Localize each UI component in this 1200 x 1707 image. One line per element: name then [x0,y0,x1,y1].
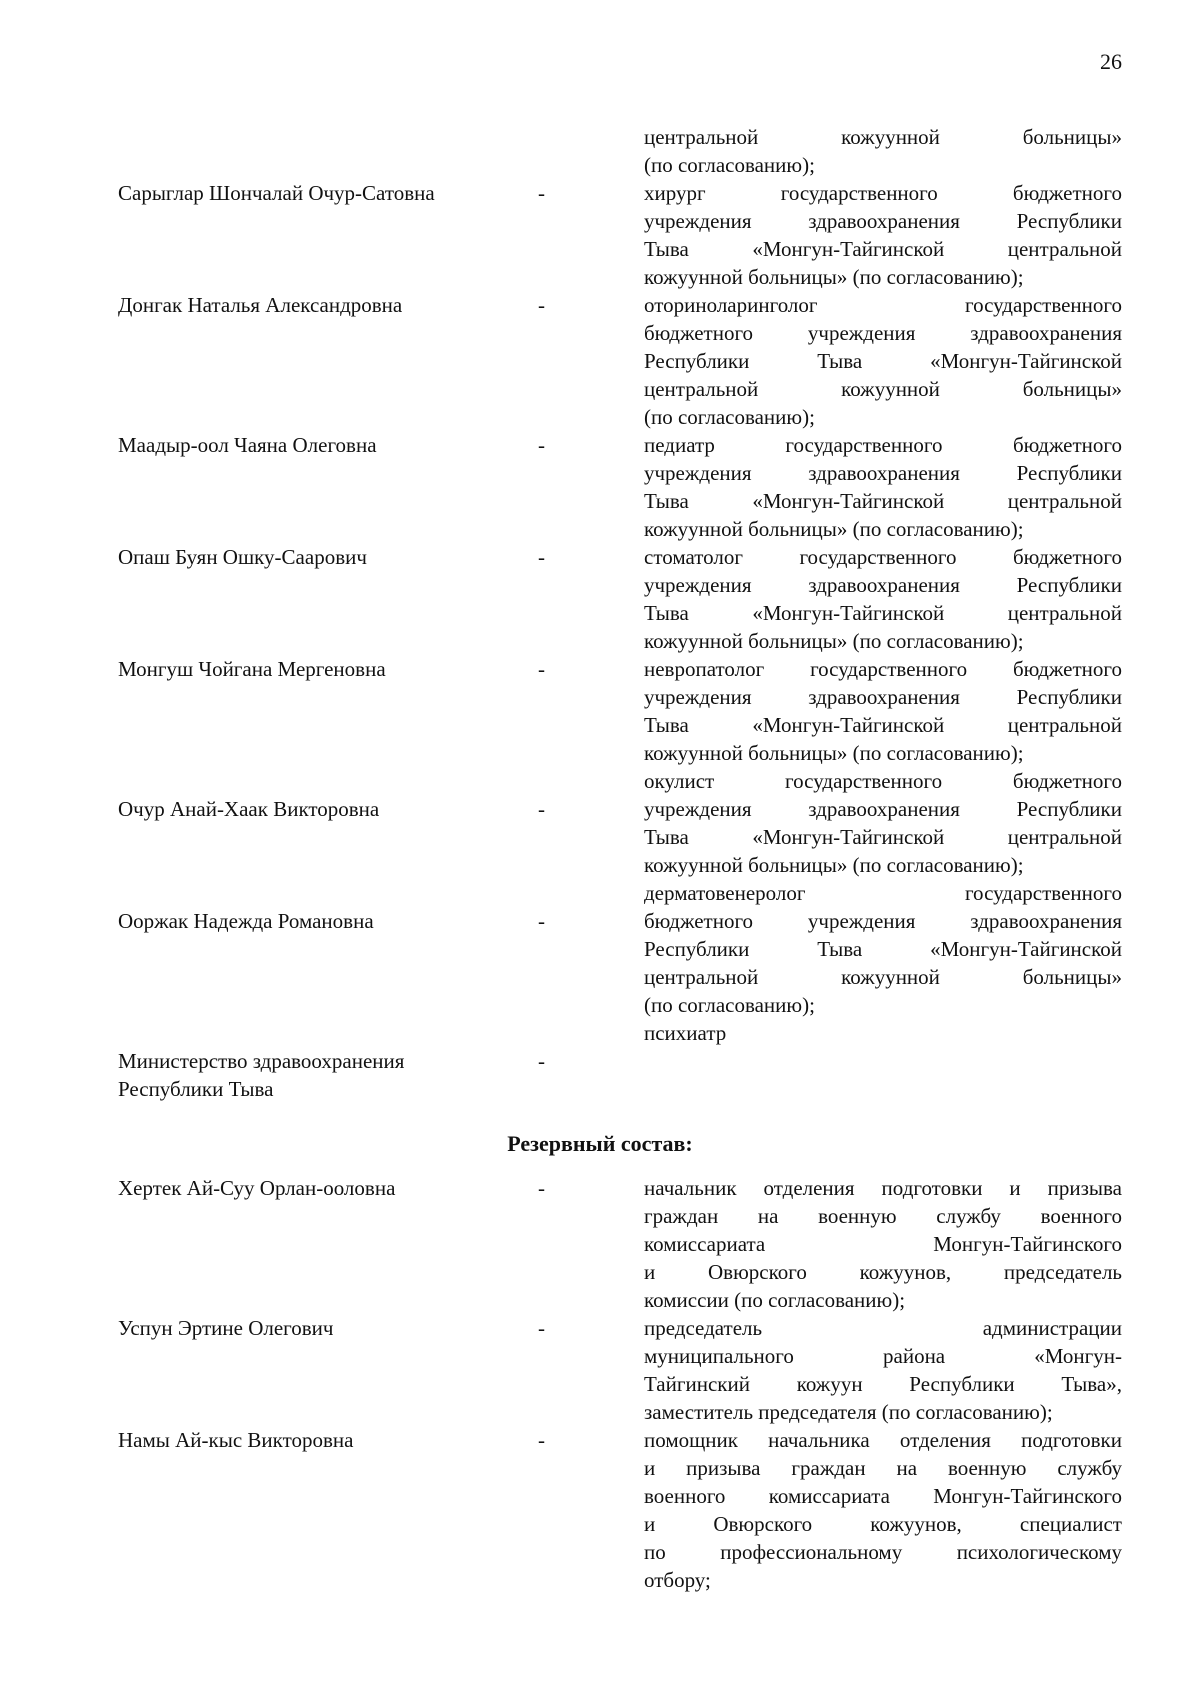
member-description [644,879,1122,1019]
reserve-member-name: Намы Ай-кыс Викторовна [118,1428,354,1452]
description-line: и призыва граждан на военную службу [644,1456,1122,1480]
member-name: Очур Анай-Хаак Викторовна [118,797,380,821]
reserve-section-title: Резервный состав: [507,1131,693,1156]
description-line: Тайгинский кожуун Республики Тыва», [644,1372,1122,1396]
description-line: комиссариата Монгун-Тайгинского [644,1232,1122,1256]
member-dash: - [538,293,545,317]
description-line: и Овюрского кожуунов, председатель [644,1260,1122,1284]
member-name: Сарыглар Шончалай Очур-Сатовна [118,181,435,205]
description-line: кожуунной больницы» (по согласованию); [644,853,1024,877]
description-line: (по согласованию); [644,153,815,177]
member-description [644,179,1122,291]
description-line: муниципального района «Монгун- [644,1344,1122,1368]
description-line: военного комиссариата Монгун-Тайгинского [644,1484,1122,1508]
description-line: центральной кожуунной больницы» [644,125,1122,149]
member-name-line: Министерство здравоохранения [118,1049,405,1073]
member-description [644,1019,1122,1047]
description-line: Тыва «Монгун-Тайгинской центральной [644,825,1122,849]
member-dash: - [538,797,545,821]
description-line: кожуунной больницы» (по согласованию); [644,517,1024,541]
member-dash: - [538,909,545,933]
member-name-line: Республики Тыва [118,1077,274,1101]
reserve-member-description [644,1174,1122,1314]
member-name: Ооржак Надежда Романовна [118,909,374,933]
description-line: (по согласованию); [644,993,815,1017]
reserve-member-dash: - [538,1428,545,1452]
member-name: Донгак Наталья Александровна [118,293,403,317]
member-description [644,431,1122,543]
description-line: педиатр государственного бюджетного [644,433,1122,457]
description-line: по профессиональному психологическому [644,1540,1122,1564]
description-line: центральной кожуунной больницы» [644,377,1122,401]
description-line: учреждения здравоохранения Республики [644,461,1122,485]
continuation-description [644,123,1122,179]
description-line: дерматовенеролог государственного [644,881,1122,905]
description-line: помощник начальника отделения подготовки [644,1428,1122,1452]
reserve-member-dash: - [538,1176,545,1200]
description-line: Республики Тыва «Монгун-Тайгинской [644,937,1122,961]
description-line: бюджетного учреждения здравоохранения [644,321,1122,345]
member-description [644,655,1122,767]
member-description [644,543,1122,655]
member-description [644,767,1122,879]
description-line: граждан на военную службу военного [644,1204,1122,1228]
description-line: Тыва «Монгун-Тайгинской центральной [644,713,1122,737]
description-line: комиссии (по согласованию); [644,1288,906,1312]
member-name: Опаш Буян Ошку-Саарович [118,545,367,569]
description-line: психиатр [644,1021,727,1045]
reserve-member-dash: - [538,1316,545,1340]
reserve-member-name: Хертек Ай-Суу Орлан-ооловна [118,1176,396,1200]
description-line: учреждения здравоохранения Республики [644,685,1122,709]
description-line: кожуунной больницы» (по согласованию); [644,629,1024,653]
reserve-member-description [644,1314,1122,1426]
reserve-member-name: Успун Эртине Олегович [118,1316,334,1340]
member-dash: - [538,1049,545,1073]
description-line: отбору; [644,1568,711,1592]
member-dash: - [538,657,545,681]
description-line: центральной кожуунной больницы» [644,965,1122,989]
description-line: Тыва «Монгун-Тайгинской центральной [644,601,1122,625]
member-dash: - [538,545,545,569]
reserve-member-description [644,1426,1122,1594]
description-line: начальник отделения подготовки и призыва [644,1176,1122,1200]
member-name: Монгуш Чойгана Мергеновна [118,657,386,681]
description-line: бюджетного учреждения здравоохранения [644,909,1122,933]
page-number: 26 [1100,49,1122,74]
description-line: (по согласованию); [644,405,815,429]
description-line: Тыва «Монгун-Тайгинской центральной [644,237,1122,261]
description-line: окулист государственного бюджетного [644,769,1122,793]
description-line: учреждения здравоохранения Республики [644,573,1122,597]
member-description [644,291,1122,431]
description-line: Республики Тыва «Монгун-Тайгинской [644,349,1122,373]
description-line: кожуунной больницы» (по согласованию); [644,741,1024,765]
description-line: и Овюрского кожуунов, специалист [644,1512,1122,1536]
description-line: хирург государственного бюджетного [644,181,1122,205]
description-line: невропатолог государственного бюджетного [644,657,1122,681]
member-name: Маадыр-оол Чаяна Олеговна [118,433,377,457]
description-line: учреждения здравоохранения Республики [644,797,1122,821]
description-line: оториноларинголог государственного [644,293,1122,317]
description-line: кожуунной больницы» (по согласованию); [644,265,1024,289]
description-line: председатель администрации [644,1316,1122,1340]
description-line: Тыва «Монгун-Тайгинской центральной [644,489,1122,513]
description-line: учреждения здравоохранения Республики [644,209,1122,233]
member-dash: - [538,433,545,457]
description-line: стоматолог государственного бюджетного [644,545,1122,569]
description-line: заместитель председателя (по согласованию); [644,1400,1053,1424]
member-dash: - [538,181,545,205]
